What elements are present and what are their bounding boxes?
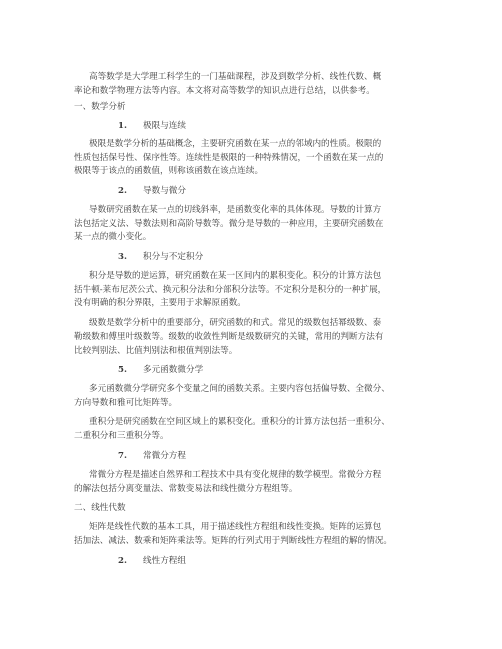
paragraph-line: 勒级数和傅里叶级数等。级数的收敛性判断是级数研究的关键，常用的判断方法有 [74,332,384,342]
subsection-number: 2. [118,556,127,566]
subsection-title-integrals: 积分与不定积分 [143,252,204,262]
paragraph-line: 法包括定义法、导数法则和高阶导数等。微分是导数的一种应用，主要研究函数在 [74,219,384,229]
paragraph-line: 括加法、减法、数乘和矩阵乘法等。矩阵的行列式用于判断线性方程组的解的情况。 [74,536,392,546]
subsection-number: 7. [118,451,127,461]
subsection-title-linear-systems: 线性方程组 [143,556,186,566]
paragraph-line: 重积分是研究函数在空间区域上的累积变化。重积分的计算方法包括一重积分、 [89,417,390,427]
paragraph-line: 性质包括保号性、保序性等。连续性是极限的一种特殊情况，一个函数在某一点的 [74,153,384,163]
subsection-title-ode: 常微分方程 [143,451,186,461]
paragraph-line: 极限等于该点的函数值，则称该函数在该点连续。 [74,166,264,176]
subsection-title-multivariable: 多元函数微分学 [143,365,204,375]
section-heading-linear-algebra: 二、线性代数 [74,503,126,513]
intro-line-1: 高等数学是大学理工科学生的一门基础课程，涉及到数学分析、线性代数、概 [89,72,382,82]
paragraph-line: 比较判别法、比值判别法和根值判别法等。 [74,346,238,356]
paragraph-line: 方向导数和雅可比矩阵等。 [74,398,178,408]
subsection-title-limits: 极限与连续 [143,121,186,131]
paragraph-line: 常微分方程是描述自然界和工程技术中具有变化规律的数学模型。常微分方程 [89,470,382,480]
paragraph-line: 导数研究函数在某一点的切线斜率，是函数变化率的具体体现。导数的计算方 [89,205,382,215]
subsection-number: 2. [118,186,127,196]
paragraph-line: 括牛顿-莱布尼茨公式、换元积分法和分部积分法等。不定积分是积分的一种扩展， [74,285,387,295]
paragraph-line: 的解法包括分离变量法、常数变易法和线性微分方程组等。 [74,484,298,494]
paragraph-line: 多元函数微分学研究多个变量之间的函数关系。主要内容包括偏导数、全微分、 [89,384,390,394]
subsection-number: 5. [118,365,127,375]
subsection-title-derivatives: 导数与微分 [143,186,186,196]
paragraph-line: 某一点的微小变化。 [74,232,152,242]
paragraph-line: 没有明确的积分界限，主要用于求解原函数。 [74,298,246,308]
subsection-number: 3. [118,252,127,262]
intro-line-2: 率论和数学物理方法等内容。本文将对高等数学的知识点进行总结，以供参考。 [74,86,375,96]
paragraph-line: 矩阵是线性代数的基本工具，用于描述线性方程组和线性变换。矩阵的运算包 [89,522,382,532]
paragraph-line: 积分是导数的逆运算，研究函数在某一区间内的累积变化。积分的计算方法包 [89,271,382,281]
subsection-number: 1. [118,121,127,131]
paragraph-line: 二重积分和三重积分等。 [74,431,169,441]
section-heading-math-analysis: 一、数学分析 [74,102,126,112]
paragraph-line: 极限是数学分析的基础概念，主要研究函数在某一点的邻域内的性质。极限的 [89,139,382,149]
paragraph-line: 级数是数学分析中的重要部分，研究函数的和式。常见的级数包括幂级数、泰 [89,318,382,328]
